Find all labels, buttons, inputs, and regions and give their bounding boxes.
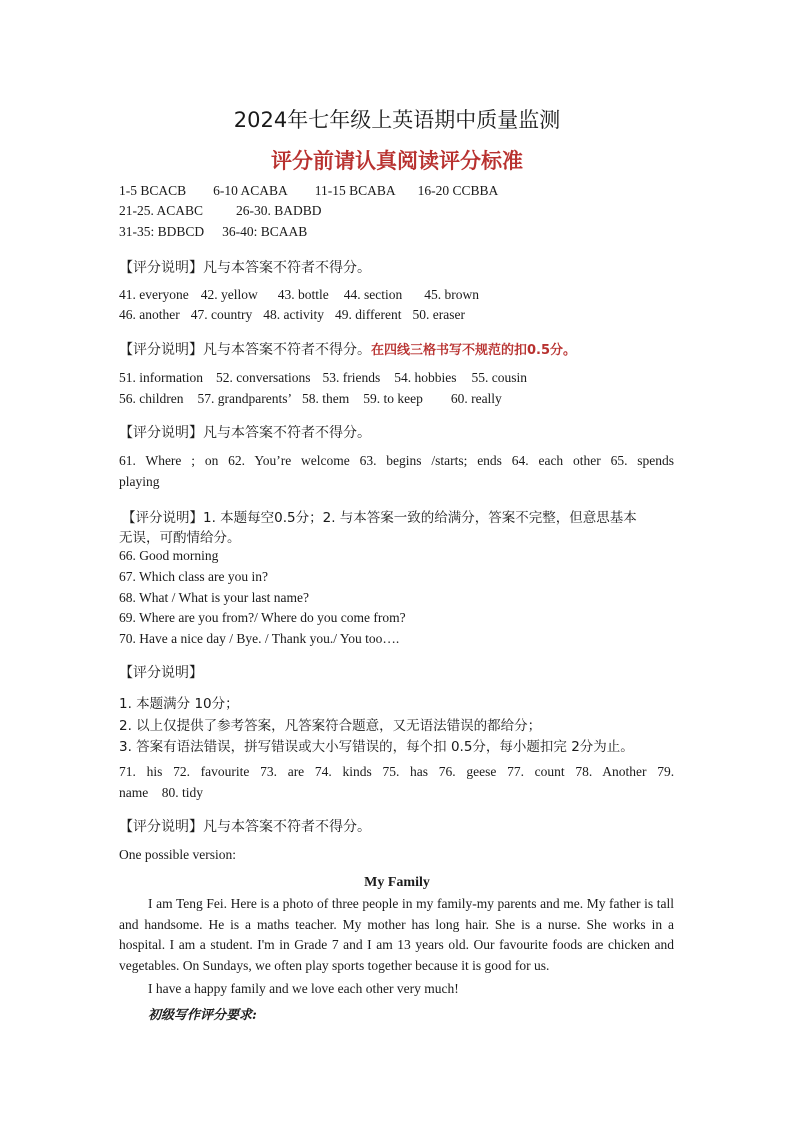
answer-line: 69. Where are you from?/ Where do you come from? — [119, 610, 406, 625]
scoring-note: 【评分说明】凡与本答案不符者不得分。 — [119, 819, 371, 835]
answer-group: 11-15 BCABA — [314, 183, 396, 198]
answers-31-40 — [119, 224, 307, 240]
page-title: 2024年七年级上英语期中质量监测 — [233, 108, 561, 132]
answer-line: 67. Which class are you in? — [119, 569, 268, 584]
answer-item: 64. each other — [511, 453, 601, 468]
answer-group: 36-40: BCAAB — [222, 224, 308, 239]
page-subtitle: 评分前请认真阅读评分标准 — [271, 149, 523, 173]
answer-group: 16-20 CCBBA — [417, 183, 499, 198]
scoring-note-heading: 【评分说明】 — [119, 665, 203, 681]
answer-item: 49. different — [334, 307, 402, 322]
answer-group: 26-30. BADBD — [236, 203, 322, 218]
answer-item: 59. to keep — [363, 391, 423, 406]
answers-41-45 — [119, 287, 479, 303]
answer-item: 75. has — [382, 764, 429, 779]
answer-item: 54. hobbies — [394, 370, 457, 385]
writing-requirements-heading: 初级写作评分要求: — [148, 1008, 257, 1023]
scoring-rule: 3. 答案有语法错误，拼写错误或大小写错误的，每个扣 0.5分，每小题扣完 2分为止。 — [119, 739, 634, 755]
scoring-note: 【评分说明】凡与本答案不符者不得分。 — [119, 260, 371, 276]
scoring-note-text: 【评分说明】凡与本答案不符者不得分。 — [119, 342, 371, 358]
essay-paragraph: I am Teng Fei. Here is a photo of three people in my family-my parents and me. My father is tall and handsome. He is a maths teacher. My mother has long hair. She is a nurse. She works in a hospital. I am a student. I'm in Grade 7 and I am 13 years old. Our favourite foods are chicken and vegetables. On Sundays, we often play sports together because it is good for us. — [119, 896, 674, 973]
answer-item: 78. Another — [575, 764, 647, 779]
scoring-rule: 1. 本题满分 10分； — [119, 696, 239, 712]
answer-item: 61. Where ; on — [119, 453, 219, 468]
answer-continuation: name 80. tidy — [119, 785, 203, 800]
answer-item: 48. activity — [263, 307, 324, 322]
answer-item: 71. his — [119, 764, 163, 779]
essay-paragraph: I have a happy family and we love each other very much! — [148, 981, 459, 996]
scoring-note: 【评分说明】凡与本答案不符者不得分。 — [119, 425, 371, 441]
answer-item: 76. geese — [438, 764, 497, 779]
answer-item: 60. really — [450, 391, 502, 406]
answers-71-79 — [119, 764, 674, 780]
answer-item: 77. count — [507, 764, 565, 779]
answers-21-30 — [119, 203, 322, 219]
scoring-note-penalty: 在四线三格书写不规范的扣0.5分。 — [371, 343, 577, 358]
answer-item: 65. spends — [610, 453, 675, 468]
scoring-note-line: 无误，可酌情给分。 — [119, 530, 241, 546]
answer-item: 79. — [657, 764, 675, 779]
scoring-rule: 2. 以上仅提供了参考答案，凡答案符合题意，又无语法错误的都给分； — [119, 718, 542, 734]
answer-item: 55. cousin — [471, 370, 527, 385]
answer-item: 46. another — [119, 307, 180, 322]
answers-51-55 — [119, 370, 527, 386]
answers-46-50 — [119, 307, 465, 323]
answer-item: 47. country — [190, 307, 253, 322]
answer-item: 63. begins /starts; ends — [359, 453, 502, 468]
answer-group: 31-35: BDBCD — [119, 224, 205, 239]
answer-item: 45. brown — [424, 287, 479, 302]
answer-item: 42. yellow — [200, 287, 258, 302]
answer-item: 74. kinds — [314, 764, 372, 779]
answer-group: 1-5 BCACB — [119, 183, 187, 198]
answers-1-20 — [119, 183, 498, 199]
answer-line: 66. Good morning — [119, 548, 219, 563]
answer-item: 52. conversations — [216, 370, 311, 385]
answers-61-65 — [119, 453, 674, 469]
answer-item: 44. section — [343, 287, 403, 302]
answer-item: 56. children — [119, 391, 184, 406]
answer-group: 6-10 ACABA — [213, 183, 288, 198]
answer-item: 58. them — [301, 391, 350, 406]
answer-group: 21-25. ACABC — [119, 203, 204, 218]
answer-item: 41. everyone — [119, 287, 189, 302]
answer-continuation: playing — [119, 474, 160, 489]
answers-56-60 — [119, 391, 502, 407]
answer-line: 68. What / What is your last name? — [119, 590, 309, 605]
answer-item: 73. are — [260, 764, 305, 779]
scoring-note — [119, 339, 576, 359]
answer-item: 50. eraser — [412, 307, 465, 322]
answer-item: 43. bottle — [277, 287, 329, 302]
answer-item: 72. favourite — [173, 764, 250, 779]
answer-line: 70. Have a nice day / Bye. / Thank you./ You too…. — [119, 631, 400, 646]
answer-item: 51. information — [119, 370, 203, 385]
scoring-note-line: 【评分说明】1. 本题每空0.5分；2. 与本答案一致的给满分，答案不完整，但意思基本 — [122, 510, 637, 526]
answer-item: 57. grandparents’ — [197, 391, 292, 406]
essay-title: My Family — [364, 875, 430, 890]
answer-item: 62. You’re welcome — [228, 453, 350, 468]
answer-item: 53. friends — [322, 370, 381, 385]
essay-intro: One possible version: — [119, 847, 236, 862]
